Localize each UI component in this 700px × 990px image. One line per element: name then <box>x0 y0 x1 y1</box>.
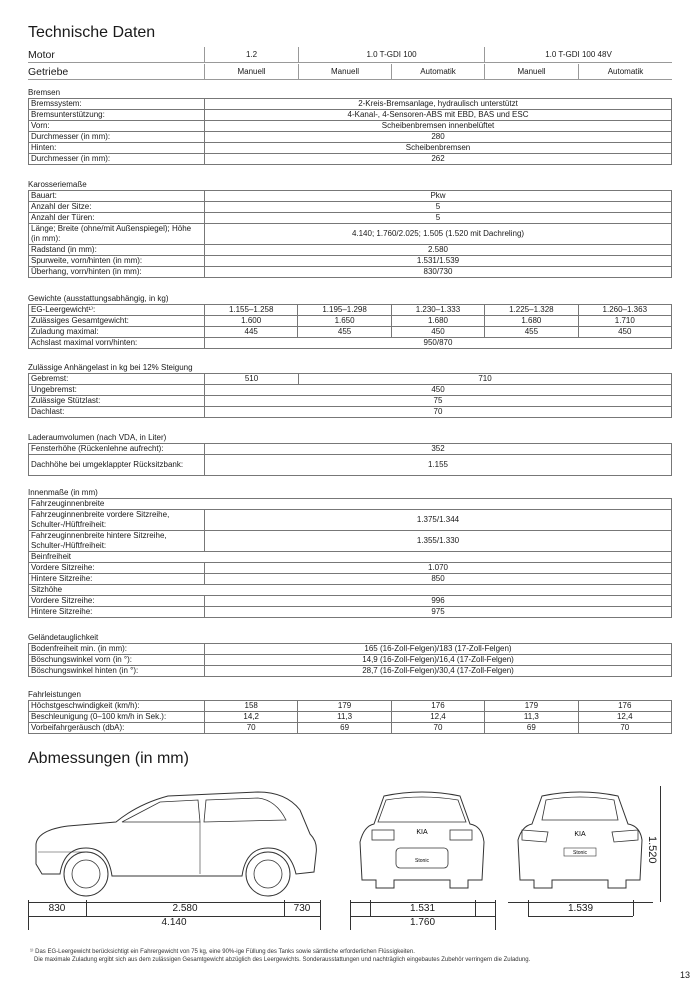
table-row <box>29 712 672 723</box>
table-fahrleistungen <box>28 700 672 734</box>
cell: 179 <box>485 701 578 712</box>
table-bremsen <box>28 98 672 165</box>
table-row <box>29 191 672 202</box>
engine-2: 1.0 T-GDI 100 <box>298 47 484 63</box>
table-row <box>29 723 672 734</box>
page-title: Technische Daten <box>28 24 156 41</box>
car-front-view-drawing <box>350 782 495 902</box>
table-row <box>29 655 672 666</box>
section-title-laderaum: Laderaumvolumen (nach VDA, in Liter) <box>28 433 167 442</box>
row-label: EG-Leergewicht¹⁾: <box>29 305 205 316</box>
row-value: 5 <box>205 202 672 213</box>
table-row <box>29 245 672 256</box>
table-row <box>29 644 672 655</box>
table-row <box>29 256 672 267</box>
cell: 70 <box>391 723 484 734</box>
table-row <box>29 99 672 110</box>
motor-row <box>28 47 672 63</box>
gearbox-2: Manuell <box>298 64 391 80</box>
row-value: 75 <box>205 396 672 407</box>
table-row <box>29 154 672 165</box>
row-value: 830/730 <box>205 267 672 278</box>
row-label: Zulässige Stützlast: <box>29 396 205 407</box>
row-value: 4.140; 1.760/2.025; 1.505 (1.520 mit Dachreling) <box>205 224 672 245</box>
footnote <box>30 948 670 964</box>
table-row <box>29 574 672 585</box>
table-row <box>29 338 672 349</box>
table-row <box>29 385 672 396</box>
row-label: Dachhöhe bei umgeklappter Rücksitzbank: <box>29 455 205 476</box>
cell: 510 <box>205 374 299 385</box>
row-label: Ungebremst: <box>29 385 205 396</box>
kia-logo: KIA <box>416 829 428 836</box>
table-row <box>29 455 672 476</box>
table-row <box>29 316 672 327</box>
cell: 176 <box>391 701 484 712</box>
row-value: Scheibenbremsen innenbelüftet <box>205 121 672 132</box>
row-label: Hintere Sitzreihe: <box>29 574 205 585</box>
table-row <box>29 510 672 531</box>
row-value: 1.070 <box>205 563 672 574</box>
row-label: Vordere Sitzreihe: <box>29 596 205 607</box>
table-row <box>29 396 672 407</box>
dim-tick <box>320 900 321 930</box>
cell: 1.680 <box>485 316 578 327</box>
cell: 455 <box>485 327 578 338</box>
row-label: Achslast maximal vorn/hinten: <box>29 338 205 349</box>
cell: 445 <box>205 327 298 338</box>
row-label: Zuladung maximal: <box>29 327 205 338</box>
row-label: Bauart: <box>29 191 205 202</box>
cell: 1.600 <box>205 316 298 327</box>
table-row <box>29 407 672 418</box>
section-title-karosserie: Karosseriemaße <box>28 180 87 189</box>
car-side-view-drawing <box>28 782 328 902</box>
row-value: 280 <box>205 132 672 143</box>
table-row <box>29 202 672 213</box>
cell: 70 <box>205 723 298 734</box>
row-value: 1.375/1.344 <box>205 510 672 531</box>
engine-1: 1.2 <box>204 47 298 63</box>
table-row <box>29 531 672 552</box>
table-row <box>29 552 672 563</box>
getriebe-row <box>28 64 672 80</box>
cell: 69 <box>485 723 578 734</box>
track-rear-value: 1.539 <box>567 903 594 914</box>
page-number: 13 <box>679 970 690 980</box>
row-label: Anzahl der Türen: <box>29 213 205 224</box>
row-label: Bodenfreiheit min. (in mm): <box>29 644 205 655</box>
cell: 14,2 <box>205 712 298 723</box>
row-value: 5 <box>205 213 672 224</box>
front-badge: Stonic <box>415 858 429 864</box>
section-title-bremsen: Bremsen <box>28 88 61 97</box>
row-label: Beschleunigung (0–100 km/h in Sek.): <box>29 712 205 723</box>
cell: 1.710 <box>578 316 671 327</box>
gearbox-4: Manuell <box>484 64 578 80</box>
dim-tick <box>284 900 285 916</box>
row-value: 450 <box>205 385 672 396</box>
row-value: 70 <box>205 407 672 418</box>
height-value: 1.520 <box>646 836 658 864</box>
motor-label: Motor <box>28 49 55 61</box>
row-value: 996 <box>205 596 672 607</box>
footnote-line-1: ¹⁾ Das EG-Leergewicht berücksichtigt ein Fahrergewicht von 75 kg, eine 90%-ige Füllung des Tanks sowie sämtliche erforderlichen Flüssigkeiten. <box>30 949 415 955</box>
row-label: Zulässiges Gesamtgewicht: <box>29 316 205 327</box>
cell: 179 <box>298 701 391 712</box>
row-value: 14,9 (16-Zoll-Felgen)/16,4 (17-Zoll-Felgen) <box>205 655 672 666</box>
row-value: 2-Kreis-Bremsanlage, hydraulisch unterstützt <box>205 99 672 110</box>
row-label: Bremsunterstützung: <box>29 110 205 121</box>
section-title-innenmasse: Innenmaße (in mm) <box>28 488 98 497</box>
row-label: Durchmesser (in mm): <box>29 132 205 143</box>
table-laderaum <box>28 443 672 476</box>
cell: 12,4 <box>578 712 671 723</box>
row-value: 262 <box>205 154 672 165</box>
table-row <box>29 224 672 245</box>
row-value: 975 <box>205 607 672 618</box>
table-row <box>29 666 672 677</box>
row-value: 4-Kanal-, 4-Sensoren-ABS mit EBD, BAS und ESC <box>205 110 672 121</box>
table-gelaende <box>28 643 672 677</box>
getriebe-label: Getriebe <box>28 66 69 78</box>
cell: 1.230–1.333 <box>391 305 484 316</box>
row-value: 352 <box>205 444 672 455</box>
cell: 1.225–1.328 <box>485 305 578 316</box>
row-value: 850 <box>205 574 672 585</box>
gearbox-3: Automatik <box>391 64 484 80</box>
row-label: Böschungswinkel hinten (in °): <box>29 666 205 677</box>
table-row <box>29 374 672 385</box>
row-label: Vordere Sitzreihe: <box>29 563 205 574</box>
row-label: Gebremst: <box>29 374 205 385</box>
section-title-fahrleistungen: Fahrleistungen <box>28 690 81 699</box>
table-row <box>29 607 672 618</box>
cell: 1.195–1.298 <box>298 305 391 316</box>
table-row <box>29 132 672 143</box>
track-front-value: 1.531 <box>409 903 436 914</box>
cell: 1.650 <box>298 316 391 327</box>
row-value: 950/870 <box>205 338 672 349</box>
row-value: 28,7 (16-Zoll-Felgen)/30,4 (17-Zoll-Felgen) <box>205 666 672 677</box>
cell: 11,3 <box>298 712 391 723</box>
row-label: Böschungswinkel vorn (in °): <box>29 655 205 666</box>
table-row <box>29 585 672 596</box>
row-value: 1.531/1.539 <box>205 256 672 267</box>
table-row <box>29 499 672 510</box>
subheading: Fahrzeuginnenbreite <box>29 499 672 510</box>
cell: 11,3 <box>485 712 578 723</box>
dim-tick <box>633 900 634 916</box>
height-dimension-line <box>660 786 661 902</box>
cell: 710 <box>299 374 672 385</box>
table-row <box>29 701 672 712</box>
engine-3: 1.0 T-GDI 100 48V <box>484 47 672 63</box>
cell: 450 <box>391 327 484 338</box>
cell: 455 <box>298 327 391 338</box>
row-label: Vorn: <box>29 121 205 132</box>
row-value: Scheibenbremsen <box>205 143 672 154</box>
cell: 176 <box>578 701 671 712</box>
table-anhaengelast <box>28 373 672 418</box>
cell: 158 <box>205 701 298 712</box>
row-label: Vorbeifahrgeräusch (dbA): <box>29 723 205 734</box>
table-gewichte <box>28 304 672 349</box>
cell: 450 <box>578 327 671 338</box>
table-row <box>29 143 672 154</box>
row-label: Fahrzeuginnenbreite vordere Sitzreihe, Schulter-/Hüftfreiheit: <box>29 510 205 531</box>
table-row <box>29 305 672 316</box>
row-value: 1.155 <box>205 455 672 476</box>
section-title-gelaende: Geländetauglichkeit <box>28 633 99 642</box>
gearbox-5: Automatik <box>578 64 672 80</box>
rear-dimension-line-2 <box>528 916 633 917</box>
row-value: 165 (16-Zoll-Felgen)/183 (17-Zoll-Felgen) <box>205 644 672 655</box>
table-innenmasse <box>28 498 672 618</box>
overhang-rear-value: 730 <box>293 903 311 914</box>
dim-tick <box>495 900 496 930</box>
dimensions-title: Abmessungen (in mm) <box>28 750 189 767</box>
row-label: Spurweite, vorn/hinten (in mm): <box>29 256 205 267</box>
table-karosserie <box>28 190 672 278</box>
cell: 70 <box>578 723 671 734</box>
table-row <box>29 110 672 121</box>
row-value: Pkw <box>205 191 672 202</box>
row-label: Fahrzeuginnenbreite hintere Sitzreihe, Schulter-/Hüftfreiheit: <box>29 531 205 552</box>
rear-badge: Stonic <box>573 850 587 856</box>
dim-tick <box>86 900 87 916</box>
row-label: Bremssystem: <box>29 99 205 110</box>
width-value: 1.760 <box>409 917 436 928</box>
car-rear-view-drawing <box>508 782 653 902</box>
footnote-line-2: Die maximale Zuladung ergibt sich aus dem zulässigen Gesamtgewicht abzüglich des Leergewichts. Sonderausstattungen und nachträglich eingebautes Zubehör verringern die Zuladung. <box>34 957 531 963</box>
row-label: Höchstgeschwindigkeit (km/h): <box>29 701 205 712</box>
row-label: Durchmesser (in mm): <box>29 154 205 165</box>
kia-rear-logo: KIA <box>574 831 586 838</box>
row-label: Fensterhöhe (Rückenlehne aufrecht): <box>29 444 205 455</box>
table-row <box>29 267 672 278</box>
cell: 1.680 <box>391 316 484 327</box>
row-label: Radstand (in mm): <box>29 245 205 256</box>
row-label: Länge; Breite (ohne/mit Außenspiegel); Höhe (in mm): <box>29 224 205 245</box>
row-label: Überhang, vorn/hinten (in mm): <box>29 267 205 278</box>
subheading: Sitzhöhe <box>29 585 672 596</box>
section-title-anhaengelast: Zulässige Anhängelast in kg bei 12% Steigung <box>28 363 193 372</box>
table-row <box>29 444 672 455</box>
table-row <box>29 121 672 132</box>
cell: 1.155–1.258 <box>205 305 298 316</box>
row-label: Hintere Sitzreihe: <box>29 607 205 618</box>
wheelbase-value: 2.580 <box>172 903 198 914</box>
table-row <box>29 327 672 338</box>
cell: 12,4 <box>391 712 484 723</box>
section-title-gewichte: Gewichte (ausstattungsabhängig, in kg) <box>28 294 169 303</box>
row-value: 2.580 <box>205 245 672 256</box>
overhang-front-value: 830 <box>48 903 66 914</box>
table-row <box>29 596 672 607</box>
cell: 69 <box>298 723 391 734</box>
length-value: 4.140 <box>161 917 187 928</box>
table-row <box>29 213 672 224</box>
row-label: Dachlast: <box>29 407 205 418</box>
row-value: 1.355/1.330 <box>205 531 672 552</box>
cell: 1.260–1.363 <box>578 305 671 316</box>
gearbox-1: Manuell <box>204 64 298 80</box>
row-label: Hinten: <box>29 143 205 154</box>
row-label: Anzahl der Sitze: <box>29 202 205 213</box>
table-row <box>29 563 672 574</box>
dim-tick <box>475 900 476 916</box>
subheading: Beinfreiheit <box>29 552 672 563</box>
